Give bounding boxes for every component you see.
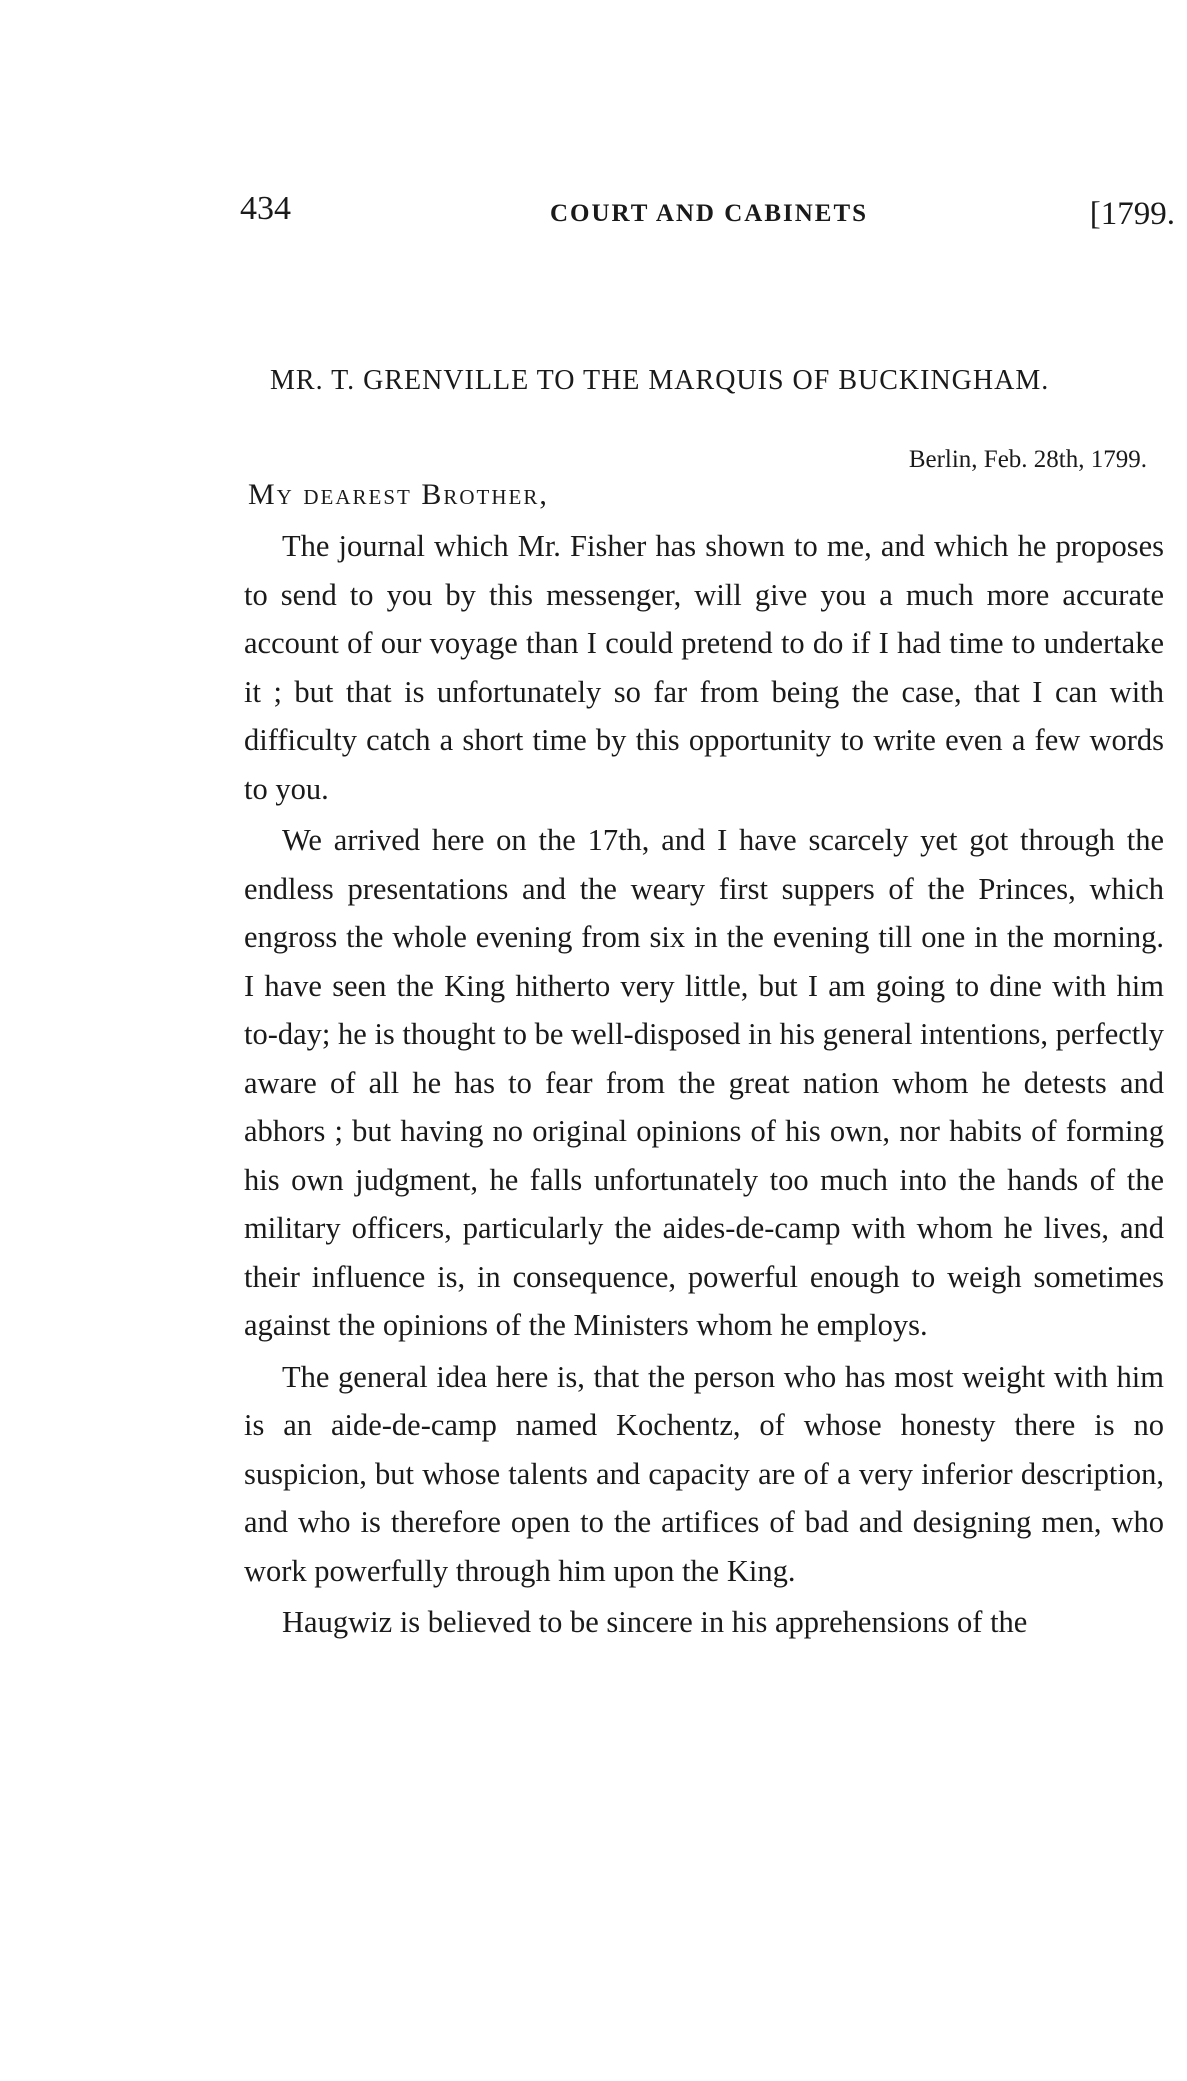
paragraph: The general idea here is, that the person who has most weight with him is an aide-de-camp named Kochentz, of whose honesty there is no suspicion, but whose talents and capacity are of a very inferior description, and who is therefore open to the artifices of bad and designing men, who work powerfully through him upon the King. xyxy=(244,1359,1164,1588)
dateline: Berlin, Feb. 28th, 1799. xyxy=(908,446,1147,473)
running-head xyxy=(240,190,1175,240)
paragraph: The journal which Mr. Fisher has shown to me, and which he proposes to send to you by this messenger, will give you a much more accurate account of our voyage than I could pretend to do if I had time to undertake it ; but that is unfortunately so far from being the case, that I can with difficulty catch a short time by this opportunity to write even a few words to you. xyxy=(244,529,1164,806)
letter-heading: MR. T. GRENVILLE TO THE MARQUIS OF BUCKINGHAM. xyxy=(270,365,1050,396)
running-title: COURT AND CABINETS xyxy=(550,200,869,227)
page-number: 434 xyxy=(240,190,291,227)
paragraph: Haugwiz is believed to be sincere in his apprehensions of the xyxy=(282,1605,1028,1639)
running-year: [1799. xyxy=(1089,196,1175,232)
letter-body xyxy=(244,522,1164,1647)
salutation: My dearest Brother, xyxy=(248,478,549,511)
paragraph: We arrived here on the 17th, and I have scarcely yet got through the endless presentations and the weary first suppers of the Princes, which engross the whole evening from six in the evening till one in the morning. I have seen the King hitherto very little, but I am going to dine with him to-day; he is thought to be well-disposed in his general intentions, perfectly aware of all he has to fear from the great nation whom he detests and abhors ; but having no original opinions of his own, nor habits of forming his own judgment, he falls unfortunately too much into the hands of the military officers, particularly the aides-de-camp with whom he lives, and their influence is, in consequence, powerful enough to weigh sometimes against the opinions of the Ministers whom he employs. xyxy=(244,823,1164,1342)
